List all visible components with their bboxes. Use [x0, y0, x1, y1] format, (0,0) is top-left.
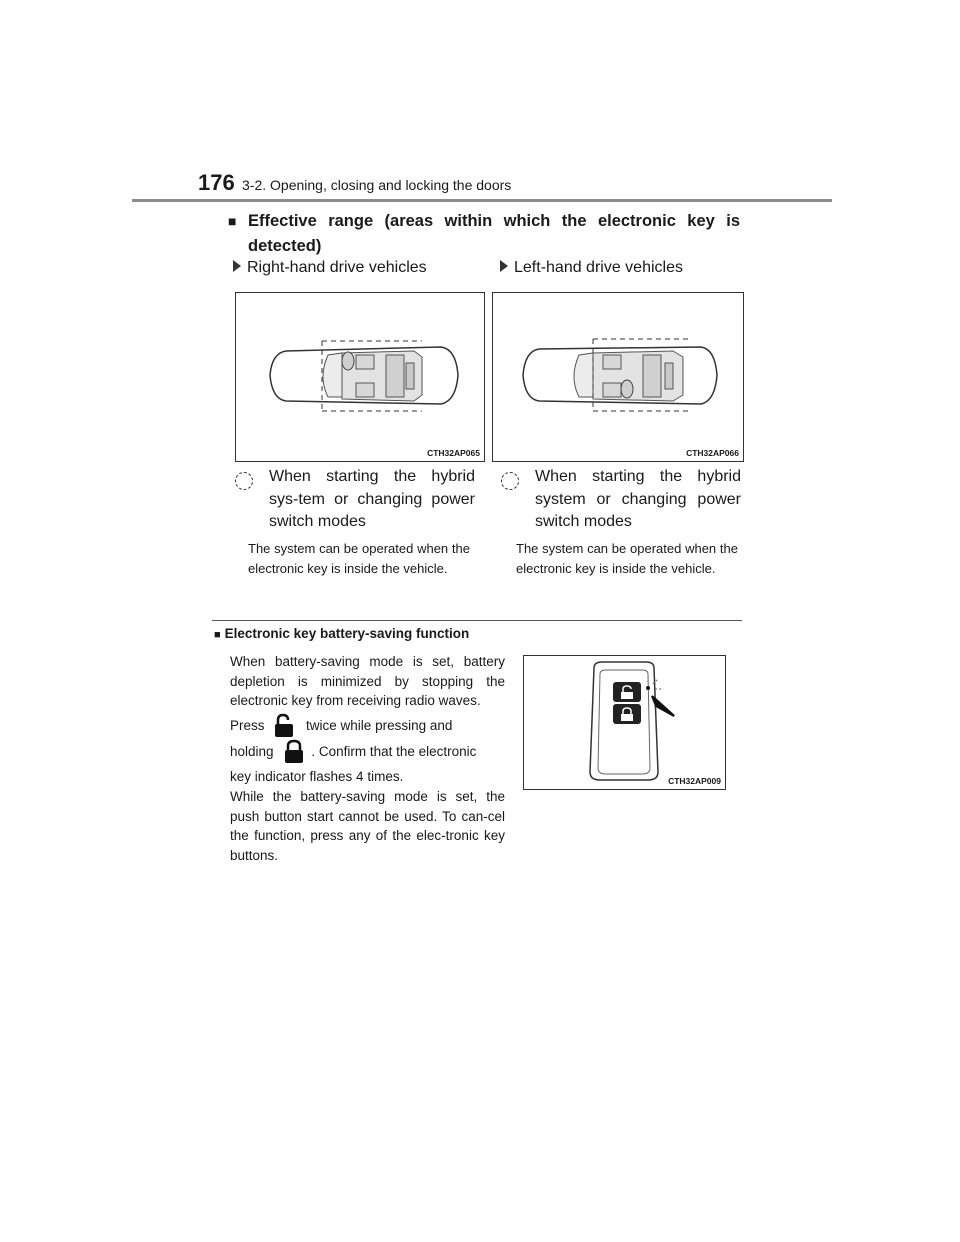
car-top-view-icon	[493, 293, 743, 461]
effective-range-heading	[228, 209, 740, 259]
rhd-label-text: Right-hand drive vehicles	[247, 259, 427, 276]
battery-saving-instructions	[230, 713, 505, 739]
press-rest: twice while pressing and	[306, 718, 453, 733]
lhd-car-figure	[492, 292, 744, 462]
car-top-view-icon	[236, 293, 484, 461]
battery-saving-heading-text: Electronic key battery-saving function	[224, 626, 470, 641]
battery-saving-para1: When battery-saving mode is set, battery depletion is minimized by stopping the electronic key from receiving radio waves.	[230, 654, 505, 708]
section-title: 3-2. Opening, closing and locking the doors	[242, 177, 512, 193]
rhd-label	[233, 259, 427, 277]
lhd-legend	[501, 466, 741, 534]
figure-code: CTH32AP065	[427, 448, 480, 458]
press-word: Press	[230, 718, 265, 733]
rhd-legend-text: When starting the hybrid sys-tem or changing power switch modes	[269, 468, 475, 530]
triangle-bullet-icon	[500, 260, 508, 272]
page-number: 176	[198, 170, 235, 195]
battery-saving-heading	[214, 626, 469, 641]
unlock-icon	[268, 713, 302, 739]
section-divider	[212, 620, 742, 621]
dashed-circle-icon	[235, 472, 253, 490]
header-divider	[132, 199, 832, 202]
lhd-legend-text: When starting the hybrid system or changing power switch modes	[535, 468, 741, 530]
triangle-bullet-icon	[233, 260, 241, 272]
rhd-car-figure	[235, 292, 485, 462]
rhd-note: The system can be operated when the electronic key is inside the vehicle.	[248, 541, 470, 576]
electronic-key-icon	[524, 656, 725, 789]
square-bullet: ■	[228, 213, 237, 229]
dashed-circle-icon	[501, 472, 519, 490]
lhd-label	[500, 259, 683, 277]
lock-icon	[277, 739, 311, 765]
square-bullet: ■	[214, 629, 221, 641]
figure-code: CTH32AP009	[668, 776, 721, 786]
effective-range-heading-text: Effective range (areas within which the electronic key is detected)	[248, 212, 740, 255]
battery-saving-para3: While the battery-saving mode is set, the push button start cannot be used. To can-cel the function, press any of the elec-tronic key buttons.	[230, 789, 505, 863]
lhd-note: The system can be operated when the electronic key is inside the vehicle.	[516, 541, 738, 576]
battery-saving-holding	[230, 739, 505, 765]
electronic-key-figure	[523, 655, 726, 790]
holding-rest: . Confirm that the electronic	[311, 744, 477, 759]
lhd-label-text: Left-hand drive vehicles	[514, 259, 683, 276]
figure-code: CTH32AP066	[686, 448, 739, 458]
holding-word: holding	[230, 744, 274, 759]
rhd-legend	[235, 466, 475, 534]
battery-saving-para2-tail: key indicator flashes 4 times.	[230, 769, 404, 784]
